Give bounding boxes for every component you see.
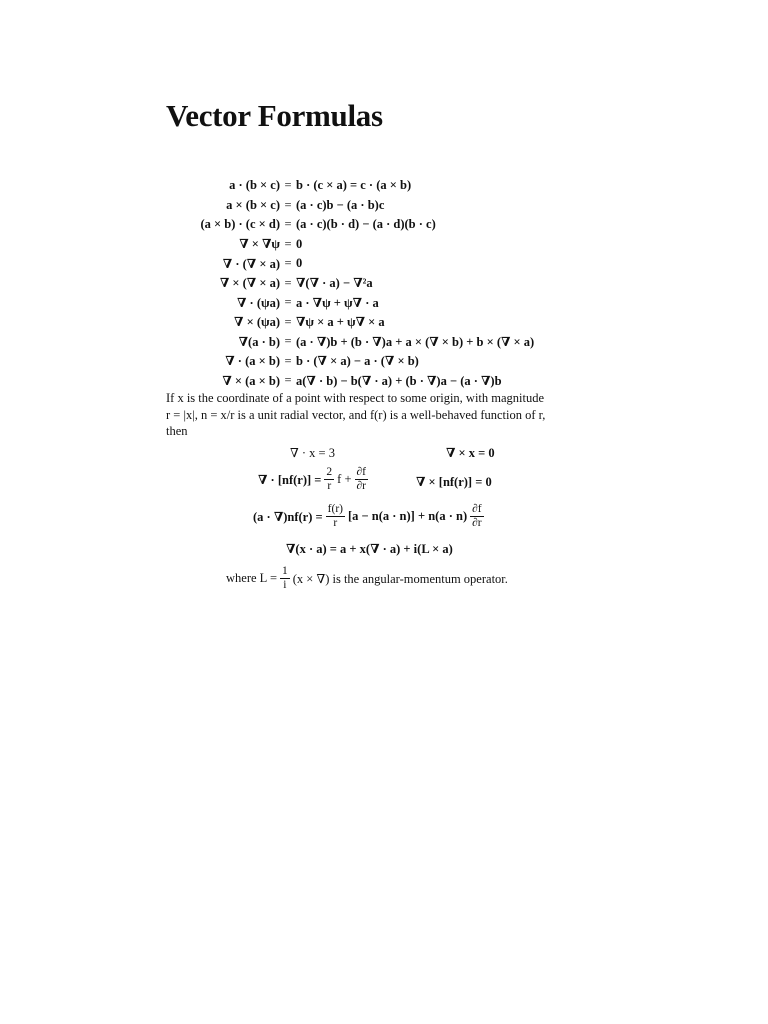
identity-lhs: ∇(a · b)	[238, 334, 280, 349]
fraction-denominator: i	[283, 579, 287, 591]
identity-row	[176, 235, 596, 255]
formula-advection	[253, 503, 487, 530]
formula-curl-x	[446, 445, 495, 461]
page-title: Vector Formulas	[166, 98, 383, 133]
paragraph-line: r = |x|, n = x/r is a unit radial vector, and f(r) is a well-behaved function of r,	[166, 407, 546, 422]
identity-row	[176, 293, 596, 313]
identity-rhs: a(∇ · b) − b(∇ · a) + (b · ∇)a − (a · ∇)b	[296, 373, 502, 388]
identity-row	[176, 196, 596, 216]
fraction	[470, 503, 484, 530]
formula-where-L	[226, 565, 508, 592]
formula-text: ∇ · x = 3	[290, 446, 335, 460]
equals-sign: =	[284, 373, 292, 388]
equals-sign: =	[284, 197, 292, 212]
equals-sign: =	[284, 178, 292, 193]
identity-row	[176, 176, 596, 196]
identity-lhs: ∇ × (a × b)	[222, 373, 280, 388]
identity-row	[176, 352, 596, 372]
identity-rhs: a · ∇ψ + ψ∇ · a	[296, 295, 379, 310]
equals-sign: =	[284, 275, 292, 290]
fraction-denominator: ∂r	[356, 480, 367, 492]
equals-sign: =	[284, 314, 292, 329]
identity-lhs: ∇ · (ψa)	[236, 295, 280, 310]
identity-lhs: a × (b × c)	[226, 197, 280, 212]
formula-mid: f +	[337, 472, 352, 486]
identity-row	[176, 313, 596, 333]
fraction-numerator: 2	[326, 466, 333, 478]
identity-rhs: 0	[296, 236, 303, 251]
paragraph-line: If x is the coordinate of a point with respect to some origin, with magnitude	[166, 391, 545, 405]
identity-rhs: ∇ψ × a + ψ∇ × a	[296, 315, 385, 330]
equals-sign: =	[284, 295, 292, 310]
equals-sign: =	[284, 236, 292, 251]
identity-rhs: (a · c)b − (a · b)c	[296, 197, 385, 212]
equals-sign: =	[284, 217, 292, 232]
identity-lhs: ∇ · (∇ × a)	[222, 256, 280, 271]
fraction	[355, 466, 369, 493]
formula-suffix: (x × ∇) is the angular-momentum operator.	[292, 571, 508, 586]
identity-lhs: ∇ × ∇ψ	[239, 237, 280, 252]
formula-lhs: ∇ · [nf(r)] =	[258, 472, 322, 487]
fraction-denominator: r	[333, 517, 338, 529]
formula-mid: [a − n(a · n)] + n(a · n)	[347, 509, 468, 523]
fraction-numerator: ∂f	[472, 503, 482, 515]
formula-text: ∇ × x = 0	[446, 446, 495, 460]
identity-rhs: b · (∇ × a) − a · (∇ × b)	[296, 354, 419, 369]
formula-text: ∇ × [nf(r)] = 0	[416, 475, 492, 489]
identity-row	[176, 274, 596, 294]
fraction-numerator: f(r)	[327, 503, 343, 515]
identity-rhs: ∇(∇ · a) − ∇²a	[296, 276, 373, 291]
identity-rhs: (a · c)(b · d) − (a · d)(b · c)	[296, 217, 436, 232]
identity-lhs: (a × b) · (c × d)	[200, 217, 280, 232]
radial-paragraph	[166, 390, 606, 440]
identity-lhs: ∇ × (ψa)	[234, 315, 280, 330]
equals-sign: =	[284, 334, 292, 349]
identity-row	[176, 254, 596, 274]
formula-div-nf	[258, 466, 371, 493]
identity-row	[176, 332, 596, 352]
identity-rhs: b · (c × a) = c · (a × b)	[296, 178, 412, 193]
identity-lhs: ∇ · (a × b)	[225, 354, 280, 369]
fraction-denominator: ∂r	[472, 517, 482, 529]
formula-prefix: where L =	[226, 571, 278, 585]
identity-lhs: ∇ × (∇ × a)	[219, 276, 280, 291]
identity-row	[176, 215, 596, 235]
fraction	[324, 466, 334, 493]
formula-div-x	[290, 445, 335, 461]
formula-curl-nf	[416, 474, 492, 490]
fraction-numerator: ∂f	[356, 466, 367, 478]
formula-text: ∇(x · a) = a + x(∇ · a) + i(L × a)	[286, 542, 453, 556]
identity-rhs: 0	[296, 256, 303, 271]
fraction-numerator: 1	[282, 565, 288, 577]
fraction-denominator: r	[327, 480, 332, 492]
formula-grad-xa	[286, 541, 453, 557]
identity-rhs: (a · ∇)b + (b · ∇)a + a × (∇ × b) + b × (∇ × a)	[296, 334, 535, 349]
identity-row	[176, 371, 596, 391]
identity-lhs: a · (b × c)	[229, 178, 280, 193]
equals-sign: =	[284, 353, 292, 368]
equals-sign: =	[284, 256, 292, 271]
fraction	[280, 565, 290, 592]
formula-lhs: (a · ∇)nf(r) =	[253, 509, 323, 524]
paragraph-line: then	[166, 424, 188, 438]
identity-list	[176, 176, 596, 391]
fraction	[326, 503, 345, 530]
